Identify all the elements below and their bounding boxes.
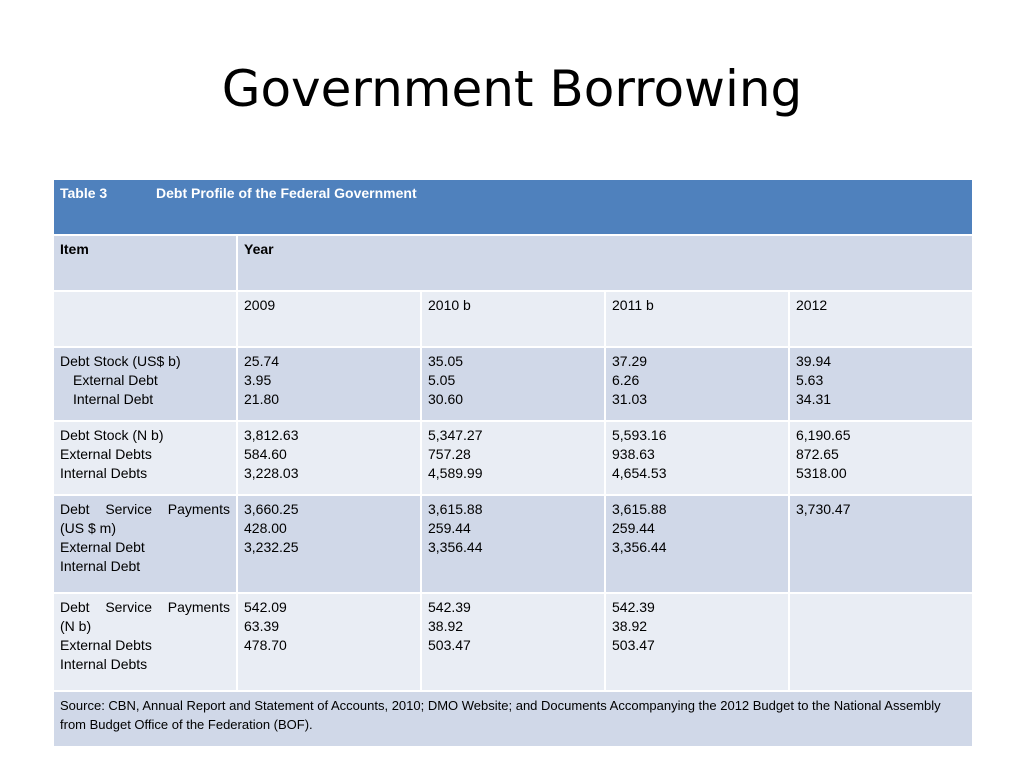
value-cell <box>421 421 605 495</box>
value: 259.44 <box>428 520 471 536</box>
value: 259.44 <box>612 520 655 536</box>
row-sublabel: Internal Debts <box>60 465 148 481</box>
row-label: Debt Stock (US$ b) <box>60 353 181 369</box>
value: 503.47 <box>428 637 471 653</box>
table-row <box>53 495 973 593</box>
value: 21.80 <box>244 391 280 407</box>
year-cell: 2012 <box>789 291 973 347</box>
row-sublabel: Internal Debt <box>60 558 141 574</box>
value: 478.70 <box>244 637 287 653</box>
row-sublabel: External Debts <box>60 446 152 462</box>
value: 503.47 <box>612 637 655 653</box>
value: 542.39 <box>428 599 471 615</box>
value-cell <box>421 495 605 593</box>
row-label-word: Debt <box>60 501 90 517</box>
table-title-cell <box>53 179 973 235</box>
value-cell <box>605 347 789 421</box>
row-sublabel: External Debts <box>60 637 152 653</box>
row-label-cell <box>53 421 237 495</box>
table-title-row <box>53 179 973 235</box>
value: 3,356.44 <box>428 539 483 555</box>
value: 5.05 <box>428 372 456 388</box>
value-cell-empty <box>789 593 973 691</box>
value-cell <box>421 593 605 691</box>
table-number: Table 3 <box>60 185 108 201</box>
value-cell <box>421 347 605 421</box>
value: 63.39 <box>244 618 280 634</box>
years-row-empty-cell <box>53 291 237 347</box>
table-row <box>53 593 973 691</box>
row-label <box>60 500 230 519</box>
value: 428.00 <box>244 520 287 536</box>
value: 542.39 <box>612 599 655 615</box>
value-cell <box>237 495 421 593</box>
row-label-cell <box>53 495 237 593</box>
row-sublabel: External Debt <box>60 539 145 555</box>
value-cell <box>789 421 973 495</box>
table-row <box>53 347 973 421</box>
row-label-word: Payments <box>167 501 230 517</box>
value: 3.95 <box>244 372 272 388</box>
value: 584.60 <box>244 446 287 462</box>
row-label-unit: (US $ m) <box>60 520 116 536</box>
value-cell <box>605 495 789 593</box>
debt-profile-table <box>52 178 974 748</box>
value: 3,356.44 <box>612 539 667 555</box>
row-label-word: Debt <box>60 599 90 615</box>
years-row <box>53 291 973 347</box>
item-header: Item <box>53 235 237 291</box>
table-row <box>53 421 973 495</box>
year-cell: 2009 <box>237 291 421 347</box>
value: 872.65 <box>796 446 839 462</box>
row-sublabel: Internal Debt <box>73 391 154 407</box>
row-label-word: Service <box>105 501 152 517</box>
value: 3,660.25 <box>244 501 299 517</box>
value: 3,730.47 <box>796 501 851 517</box>
table-caption: Debt Profile of the Federal Government <box>156 185 417 201</box>
value: 3,615.88 <box>612 501 667 517</box>
value: 3,232.25 <box>244 539 299 555</box>
value: 37.29 <box>612 353 648 369</box>
row-label: Debt Stock (N b) <box>60 427 164 443</box>
value: 3,615.88 <box>428 501 483 517</box>
row-label <box>60 598 230 617</box>
value: 5,347.27 <box>428 427 483 443</box>
value: 3,812.63 <box>244 427 299 443</box>
value: 35.05 <box>428 353 464 369</box>
value: 542.09 <box>244 599 287 615</box>
value: 39.94 <box>796 353 832 369</box>
value-cell <box>789 495 973 593</box>
value-cell <box>605 593 789 691</box>
value: 938.63 <box>612 446 655 462</box>
year-cell: 2011 b <box>605 291 789 347</box>
value: 6.26 <box>612 372 640 388</box>
value: 5318.00 <box>796 465 847 481</box>
value: 34.31 <box>796 391 832 407</box>
value: 757.28 <box>428 446 471 462</box>
source-note: Source: CBN, Annual Report and Statement of Accounts, 2010; DMO Website; and Documents Accompanying the 2012 Budget to the National Assembly from Budget Office of the Federation (BOF). <box>53 691 973 747</box>
value-cell <box>237 347 421 421</box>
value: 38.92 <box>612 618 648 634</box>
value-cell <box>789 347 973 421</box>
row-label-word: Payments <box>167 599 230 615</box>
row-label-unit: (N b) <box>60 618 92 634</box>
value-cell <box>237 593 421 691</box>
value: 30.60 <box>428 391 464 407</box>
row-sublabel: Internal Debts <box>60 656 148 672</box>
source-row <box>53 691 973 747</box>
value-cell <box>605 421 789 495</box>
year-cell: 2010 b <box>421 291 605 347</box>
value: 25.74 <box>244 353 280 369</box>
year-header: Year <box>237 235 973 291</box>
row-label-cell <box>53 593 237 691</box>
value: 4,589.99 <box>428 465 483 481</box>
value: 6,190.65 <box>796 427 851 443</box>
row-label-cell <box>53 347 237 421</box>
table-header-row <box>53 235 973 291</box>
row-label-word: Service <box>105 599 152 615</box>
slide-title: Government Borrowing <box>221 60 803 118</box>
value: 31.03 <box>612 391 648 407</box>
value-cell <box>237 421 421 495</box>
value: 38.92 <box>428 618 464 634</box>
value: 3,228.03 <box>244 465 299 481</box>
value: 5.63 <box>796 372 824 388</box>
row-sublabel: External Debt <box>73 372 158 388</box>
value: 4,654.53 <box>612 465 667 481</box>
value: 5,593.16 <box>612 427 667 443</box>
